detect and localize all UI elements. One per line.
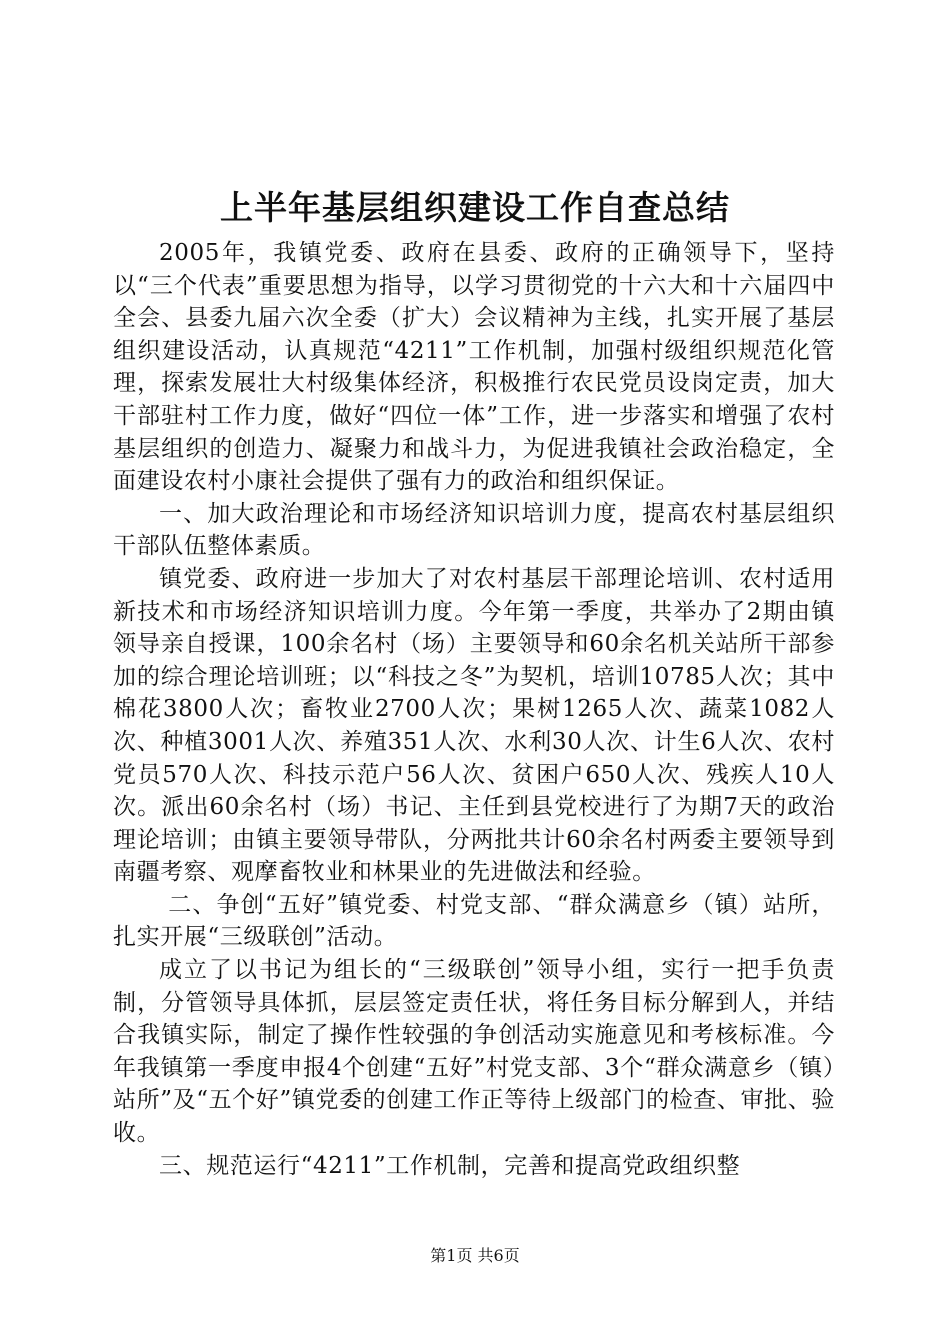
section-heading-1: 一、加大政治理论和市场经济知识培训力度，提高农村基层组织干部队伍整体素质。 <box>113 500 835 560</box>
document-title: 上半年基层组织建设工作自查总结 <box>220 188 730 227</box>
section-heading-2: 二、争创“五好”镇党委、村党支部、“群众满意乡（镇）站所，扎实开展“三级联创”活动。 <box>113 891 835 951</box>
paragraph-section-1: 镇党委、政府进一步加大了对农村基层干部理论培训、农村适用新技术和市场经济知识培训力度。今年第一季度，共举办了2期由镇领导亲自授课，100余名村（场）主要领导和60余名机关站所干部参加的综合理论培训班；以“科技之冬”为契机，培训10785人次；其中棉花3800人次；畜牧业2700人次；果树1265人次、蔬菜1082人次、种植3001人次、养殖351人次、水利30人次、计生6人次、农村党员570人次、科技示范户56人次、贫困户650人次、残疾人10人次。派出60余名村（场）书记、主任到县党校进行了为期7天的政治理论培训；由镇主要领导带队，分两批共计60余名村两委主要领导到南疆考察、观摩畜牧业和林果业的先进做法和经验。 <box>113 565 835 886</box>
paragraph-section-2: 成立了以书记为组长的“三级联创”领导小组，实行一把手负责制，分管领导具体抓，层层签定责任状，将任务目标分解到人，并结合我镇实际，制定了操作性较强的争创活动实施意见和考核标准。今年我镇第一季度申报4个创建“五好”村党支部、3个“群众满意乡（镇）站所”及“五个好”镇党委的创建工作正等待上级部门的检查、审批、验收。 <box>113 957 835 1147</box>
section-heading-3: 三、规范运行“4211”工作机制，完善和提高党政组织整 <box>159 1152 741 1179</box>
page-number-footer: 第1页 共6页 <box>430 1246 520 1265</box>
paragraph-intro: 2005年，我镇党委、政府在县委、政府的正确领导下，坚持以“三个代表”重要思想为指导，以学习贯彻党的十六大和十六届四中全会、县委九届六次全委（扩大）会议精神为主线，扎实开展了基层组织建设活动，认真规范“4211”工作机制，加强村级组织规范化管理，探索发展壮大村级集体经济，积极推行农民党员设岗定责，加大干部驻村工作力度，做好“四位一体”工作，进一步落实和增强了农村基层组织的创造力、凝聚力和战斗力，为促进我镇社会政治稳定，全面建设农村小康社会提供了强有力的政治和组织保证。 <box>113 240 835 495</box>
document-body <box>113 237 835 1182</box>
